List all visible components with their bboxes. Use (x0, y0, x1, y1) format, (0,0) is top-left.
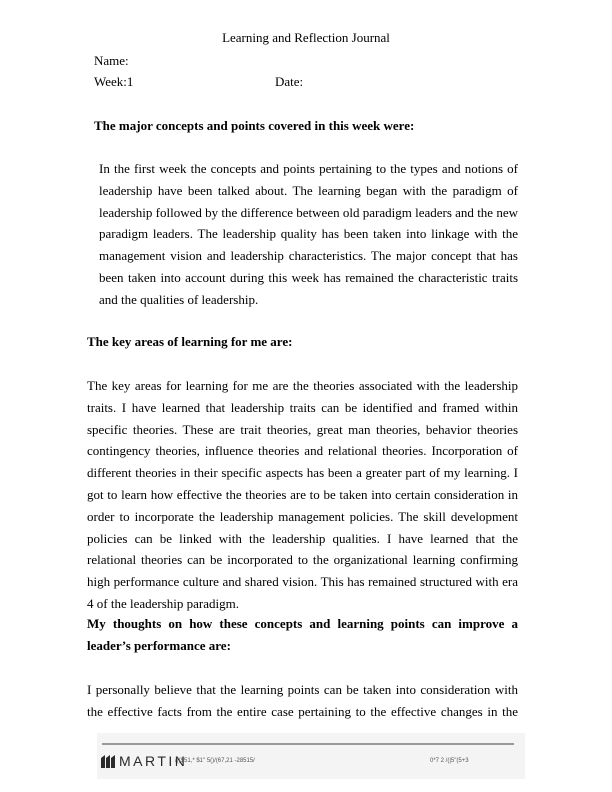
document-title: Learning and Reflection Journal (222, 30, 390, 45)
paragraph-line: 4 of the leadership paradigm. (87, 595, 239, 611)
thoughts-paragraph (87, 679, 518, 723)
key-areas-heading: The key areas of learning for me are: (87, 334, 293, 349)
paragraph-line: leadership have been talked about. The learning began with the paradigm of (99, 182, 518, 198)
paragraph-line: paradigm leaders. The leadership quality has been taken into linkage with the (99, 226, 518, 242)
paragraph-line: In the first week the concepts and points pertaining to the types and notions of (99, 161, 518, 176)
paragraph-line: and the qualities of leadership. (99, 291, 259, 307)
brand-name: MARTIN (119, 753, 188, 769)
paragraph-line: management vision and leadership characteristics. The major concept that has (99, 248, 518, 264)
paragraph-line: contingency theories, influence theories and relational theories. Incorporation of (87, 443, 518, 459)
concepts-heading: The major concepts and points covered in this week were: (94, 118, 415, 133)
brand-logo-icon (101, 755, 115, 768)
paragraph-line: I personally believe that the learning points can be taken into consideration with (87, 682, 518, 697)
date-field-label: Date: (275, 74, 304, 89)
concepts-paragraph (99, 158, 518, 311)
paragraph-line: specific theories. These are trait theories, great man theories, behavior theories (87, 421, 518, 437)
paragraph-line: relational theories can be incorporated to the organizational learning confirming (87, 552, 518, 568)
paragraph-line: traits. I have learned that leadership traits can be identified and framed within (87, 399, 518, 415)
paragraph-line: been taken into account during this week has remained the characteristic traits (99, 269, 518, 285)
paragraph-line: leadership followed by the difference between old paradigm leaders and the new (99, 204, 518, 220)
paragraph-line: order to incorporate the leadership management policies. The skill development (87, 508, 518, 524)
heading-line: My thoughts on how these concepts and learning points can improve a (87, 616, 518, 631)
footer-code-left: /(($51,* $1" 5()/(67,21 -28515/ (175, 758, 255, 764)
paragraph-line: high performance culture and shared vision. This has remained structured with era (87, 574, 518, 590)
paragraph-line: different theories in their specific aspects has been a greater part of my learning. I (87, 465, 518, 481)
key-areas-paragraph (87, 375, 518, 615)
paragraph-line: policies can be linked with the leadership qualities. I have learned that the (87, 530, 518, 546)
name-field-label: Name: (94, 53, 129, 68)
paragraph-line: the effective facts from the entire case pertaining to the effective changes in the (87, 703, 518, 719)
footer-divider (102, 743, 514, 745)
paragraph-line: The key areas for learning for me are the theories associated with the leadership (87, 378, 518, 393)
heading-line: leader’s performance are: (87, 637, 231, 653)
thoughts-heading (87, 613, 518, 657)
week-field-label: Week:1 (94, 74, 134, 89)
footer-code-right: 0*7 2 /(|5"(5+3 (430, 758, 469, 764)
paragraph-line: got to learn how effective the theories are to be taken into certain consideration in (87, 486, 518, 502)
page-footer (97, 733, 525, 779)
